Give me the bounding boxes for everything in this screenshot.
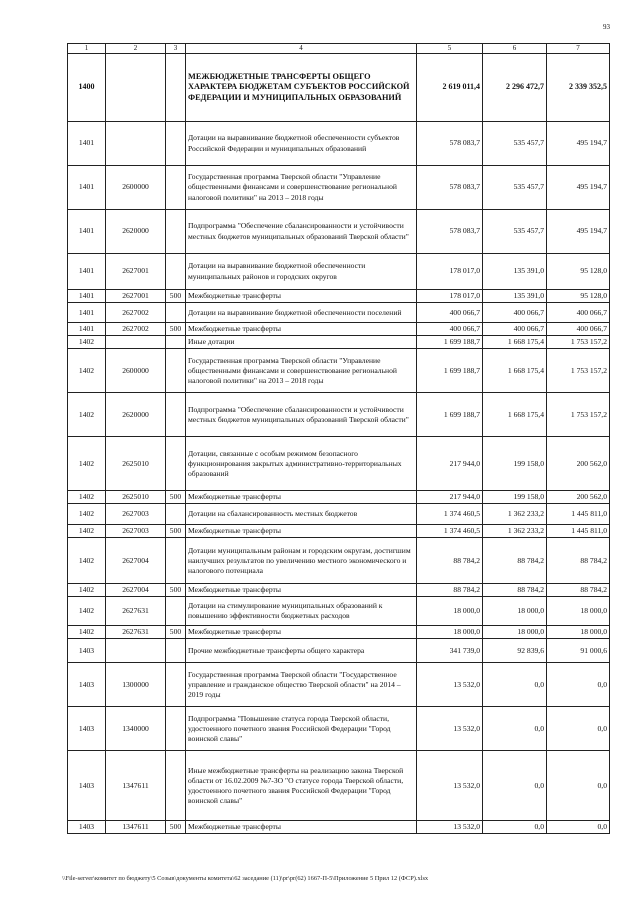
- table-cell-amount: 135 391,0: [483, 290, 547, 303]
- table-cell-amount: 495 194,7: [547, 166, 610, 210]
- table-cell-name: Подпрограмма "Обеспечение сбалансированности и устойчивости местных бюджетов муниципальных образований Тверской области": [186, 393, 417, 437]
- table-cell-amount: 92 839,6: [483, 639, 547, 663]
- table-cell-amount: 1 668 175,4: [483, 393, 547, 437]
- table-cell-section: 1401: [68, 210, 106, 254]
- table-cell-name: Прочие межбюджетные трансферты общего характера: [186, 639, 417, 663]
- table-cell-target-code: 2625010: [106, 491, 166, 504]
- table-cell-amount: 13 532,0: [417, 751, 483, 821]
- table-row: [68, 525, 610, 538]
- table-cell-section: 1403: [68, 707, 106, 751]
- table-cell-name: Подпрограмма "Повышение статуса города Тверской области, удостоенного почетного звания Российской Федерации "Город воинской славы": [186, 707, 417, 751]
- table-cell-expense-type: [166, 437, 186, 491]
- table-cell-name: Дотации на выравнивание бюджетной обеспеченности муниципальных районов и городских округов: [186, 254, 417, 290]
- table-cell-amount: 88 784,2: [417, 584, 483, 597]
- table-cell-name: Межбюджетные трансферты: [186, 626, 417, 639]
- table-cell-amount: 88 784,2: [483, 538, 547, 584]
- table-cell-expense-type: [166, 166, 186, 210]
- table-cell-amount: 199 158,0: [483, 491, 547, 504]
- table-cell-name: Иные дотации: [186, 336, 417, 349]
- budget-table: [67, 43, 610, 834]
- table-cell-name: Межбюджетные трансферты: [186, 323, 417, 336]
- table-cell-amount: 13 532,0: [417, 707, 483, 751]
- table-cell-expense-type: [166, 122, 186, 166]
- table-cell-name: МЕЖБЮДЖЕТНЫЕ ТРАНСФЕРТЫ ОБЩЕГО ХАРАКТЕРА БЮДЖЕТАМ СУБЪЕКТОВ РОССИЙСКОЙ ФЕДЕРАЦИИ И МУНИЦИПАЛЬНЫХ ОБРАЗОВАНИЙ: [186, 54, 417, 122]
- table-row: [68, 491, 610, 504]
- table-cell-amount: 400 066,7: [483, 303, 547, 323]
- table-cell-section: 1403: [68, 821, 106, 834]
- table-cell-target-code: 2627001: [106, 290, 166, 303]
- table-row: [68, 323, 610, 336]
- table-row: [68, 303, 610, 323]
- table-cell-amount: 1 699 188,7: [417, 349, 483, 393]
- table-cell-name: Государственная программа Тверской области "Управление общественными финансами и совершенствование региональной налоговой политики" на 2013 – 2018 годы: [186, 349, 417, 393]
- table-cell-section: 1401: [68, 290, 106, 303]
- table-cell-amount: 0,0: [483, 663, 547, 707]
- table-cell-expense-type: [166, 597, 186, 626]
- table-cell-section: 1401: [68, 122, 106, 166]
- table-cell-amount: 495 194,7: [547, 210, 610, 254]
- table-cell-name: Дотации, связанные с особым режимом безопасного функционирования закрытых административно-территориальных образований: [186, 437, 417, 491]
- table-cell-amount: 88 784,2: [417, 538, 483, 584]
- table-cell-name: Межбюджетные трансферты: [186, 491, 417, 504]
- table-cell-amount: 400 066,7: [417, 323, 483, 336]
- table-cell-amount: 95 128,0: [547, 290, 610, 303]
- table-cell-amount: 18 000,0: [483, 597, 547, 626]
- table-cell-amount: 1 699 188,7: [417, 393, 483, 437]
- table-cell-section: 1402: [68, 597, 106, 626]
- table-cell-section: 1403: [68, 663, 106, 707]
- table-row: [68, 54, 610, 122]
- table-cell-name: Дотации на стимулирование муниципальных образований к повышению эффективности бюджетных расходов: [186, 597, 417, 626]
- table-row: [68, 707, 610, 751]
- table-cell-amount: 95 128,0: [547, 254, 610, 290]
- table-cell-section: 1401: [68, 323, 106, 336]
- table-cell-name: Межбюджетные трансферты: [186, 525, 417, 538]
- table-cell-amount: 0,0: [547, 821, 610, 834]
- table-cell-target-code: 2627001: [106, 254, 166, 290]
- table-cell-amount: 578 083,7: [417, 122, 483, 166]
- table-cell-expense-type: [166, 254, 186, 290]
- table-cell-expense-type: 500: [166, 323, 186, 336]
- table-cell-target-code: 1347611: [106, 751, 166, 821]
- table-cell-section: 1402: [68, 538, 106, 584]
- table-row: [68, 437, 610, 491]
- table-cell-target-code: 2627002: [106, 323, 166, 336]
- table-cell-amount: 400 066,7: [547, 303, 610, 323]
- table-cell-target-code: 2625010: [106, 437, 166, 491]
- table-cell-section: 1402: [68, 491, 106, 504]
- table-row: [68, 349, 610, 393]
- table-cell-amount: 88 784,2: [547, 584, 610, 597]
- table-cell-amount: 18 000,0: [417, 626, 483, 639]
- table-cell-target-code: [106, 639, 166, 663]
- table-cell-amount: 1 374 460,5: [417, 525, 483, 538]
- table-cell-target-code: 2627003: [106, 504, 166, 525]
- table-cell-amount: 400 066,7: [483, 323, 547, 336]
- table-row: [68, 597, 610, 626]
- table-cell-expense-type: [166, 336, 186, 349]
- table-row: [68, 290, 610, 303]
- table-cell-expense-type: 500: [166, 584, 186, 597]
- table-cell-amount: 91 000,6: [547, 639, 610, 663]
- table-cell-target-code: 1340000: [106, 707, 166, 751]
- table-cell-amount: 0,0: [483, 751, 547, 821]
- table-cell-amount: 200 562,0: [547, 437, 610, 491]
- table-cell-expense-type: 500: [166, 290, 186, 303]
- table-row: [68, 639, 610, 663]
- column-header: 3: [166, 44, 186, 54]
- table-cell-amount: 1 374 460,5: [417, 504, 483, 525]
- table-cell-amount: 18 000,0: [547, 626, 610, 639]
- table-cell-name: Дотации на выравнивание бюджетной обеспеченности поселений: [186, 303, 417, 323]
- table-row: [68, 393, 610, 437]
- table-cell-amount: 200 562,0: [547, 491, 610, 504]
- table-row: [68, 821, 610, 834]
- table-cell-target-code: 1300000: [106, 663, 166, 707]
- table-cell-amount: 1 668 175,4: [483, 336, 547, 349]
- table-cell-expense-type: 500: [166, 821, 186, 834]
- table-cell-amount: 1 753 157,2: [547, 349, 610, 393]
- table-cell-amount: 199 158,0: [483, 437, 547, 491]
- table-cell-expense-type: [166, 54, 186, 122]
- table-cell-amount: 400 066,7: [547, 323, 610, 336]
- table-cell-amount: 1 753 157,2: [547, 336, 610, 349]
- table-row: [68, 584, 610, 597]
- table-row: [68, 122, 610, 166]
- table-cell-amount: 1 362 233,2: [483, 525, 547, 538]
- table-cell-expense-type: 500: [166, 525, 186, 538]
- table-cell-section: 1402: [68, 584, 106, 597]
- table-cell-expense-type: [166, 751, 186, 821]
- table-row: [68, 663, 610, 707]
- table-cell-expense-type: [166, 538, 186, 584]
- column-header: 6: [483, 44, 547, 54]
- table-cell-amount: 535 457,7: [483, 122, 547, 166]
- table-cell-amount: 400 066,7: [417, 303, 483, 323]
- table-row: [68, 336, 610, 349]
- table-cell-target-code: 2627004: [106, 584, 166, 597]
- table-cell-amount: 578 083,7: [417, 166, 483, 210]
- table-cell-amount: 2 619 011,4: [417, 54, 483, 122]
- table-cell-expense-type: [166, 210, 186, 254]
- table-cell-expense-type: 500: [166, 491, 186, 504]
- table-cell-amount: 1 445 811,0: [547, 504, 610, 525]
- table-cell-expense-type: [166, 393, 186, 437]
- table-cell-name: Межбюджетные трансферты: [186, 821, 417, 834]
- table-cell-target-code: 2620000: [106, 393, 166, 437]
- table-cell-amount: 88 784,2: [547, 538, 610, 584]
- table-cell-target-code: 2627631: [106, 597, 166, 626]
- table-cell-name: Подпрограмма "Обеспечение сбалансированности и устойчивости местных бюджетов муниципальных образований Тверской области": [186, 210, 417, 254]
- table-cell-amount: 535 457,7: [483, 166, 547, 210]
- table-header-row: [68, 44, 610, 54]
- table-cell-target-code: [106, 54, 166, 122]
- table-cell-amount: 178 017,0: [417, 290, 483, 303]
- table-cell-section: 1402: [68, 437, 106, 491]
- table-cell-name: Межбюджетные трансферты: [186, 290, 417, 303]
- table-cell-expense-type: [166, 707, 186, 751]
- table-row: [68, 626, 610, 639]
- table-cell-amount: 18 000,0: [547, 597, 610, 626]
- table-row: [68, 210, 610, 254]
- table-cell-target-code: [106, 122, 166, 166]
- table-cell-section: 1402: [68, 349, 106, 393]
- table-cell-target-code: 2600000: [106, 349, 166, 393]
- table-cell-amount: 0,0: [547, 707, 610, 751]
- table-cell-amount: 1 445 811,0: [547, 525, 610, 538]
- table-cell-amount: 2 339 352,5: [547, 54, 610, 122]
- table-cell-target-code: 2627631: [106, 626, 166, 639]
- table-row: [68, 504, 610, 525]
- table-cell-amount: 341 739,0: [417, 639, 483, 663]
- table-cell-target-code: 2600000: [106, 166, 166, 210]
- table-cell-target-code: 1347611: [106, 821, 166, 834]
- table-cell-expense-type: [166, 663, 186, 707]
- column-header: 2: [106, 44, 166, 54]
- table-cell-target-code: 2627003: [106, 525, 166, 538]
- table-cell-amount: 178 017,0: [417, 254, 483, 290]
- footer-file-path: \\File-server\комитет по бюджету\5 Созыв\документы комитета\62 заседание (11)\pr\pr(62) 1667-П-5\Приложение 5 Прил 12 (ФСР).xlsx: [62, 875, 429, 882]
- table-cell-name: Государственная программа Тверской области "Управление общественными финансами и совершенствование региональной налоговой политики" на 2013 – 2018 годы: [186, 166, 417, 210]
- page-number: 93: [603, 23, 610, 31]
- table-cell-section: 1401: [68, 166, 106, 210]
- table-cell-section: 1401: [68, 303, 106, 323]
- table-cell-amount: 217 944,0: [417, 491, 483, 504]
- table-cell-section: 1402: [68, 336, 106, 349]
- table-row: [68, 538, 610, 584]
- table-cell-section: 1403: [68, 751, 106, 821]
- table-cell-target-code: 2627004: [106, 538, 166, 584]
- column-header: 1: [68, 44, 106, 54]
- table-cell-section: 1403: [68, 639, 106, 663]
- table-cell-amount: 535 457,7: [483, 210, 547, 254]
- table-cell-expense-type: [166, 639, 186, 663]
- table-cell-amount: 0,0: [547, 751, 610, 821]
- table-cell-target-code: [106, 336, 166, 349]
- table-cell-amount: 88 784,2: [483, 584, 547, 597]
- table-cell-section: 1400: [68, 54, 106, 122]
- column-header: 5: [417, 44, 483, 54]
- table-cell-amount: 2 296 472,7: [483, 54, 547, 122]
- table-cell-amount: 1 668 175,4: [483, 349, 547, 393]
- table-cell-amount: 217 944,0: [417, 437, 483, 491]
- table-cell-section: 1402: [68, 525, 106, 538]
- table-cell-amount: 578 083,7: [417, 210, 483, 254]
- table-cell-amount: 1 753 157,2: [547, 393, 610, 437]
- table-row: [68, 751, 610, 821]
- table-cell-expense-type: [166, 303, 186, 323]
- table-cell-expense-type: [166, 349, 186, 393]
- table-cell-amount: 18 000,0: [417, 597, 483, 626]
- table-row: [68, 254, 610, 290]
- table-cell-amount: 1 699 188,7: [417, 336, 483, 349]
- table-cell-amount: 18 000,0: [483, 626, 547, 639]
- table-cell-amount: 0,0: [483, 821, 547, 834]
- table-cell-name: Дотации на выравнивание бюджетной обеспеченности субъектов Российской Федерации и муниципальных образований: [186, 122, 417, 166]
- table-cell-amount: 135 391,0: [483, 254, 547, 290]
- table-cell-section: 1401: [68, 254, 106, 290]
- table-cell-name: Межбюджетные трансферты: [186, 584, 417, 597]
- table-cell-amount: 0,0: [483, 707, 547, 751]
- table-cell-name: Дотации на сбалансированность местных бюджетов: [186, 504, 417, 525]
- table-cell-section: 1402: [68, 393, 106, 437]
- table-cell-expense-type: 500: [166, 626, 186, 639]
- table-cell-section: 1402: [68, 626, 106, 639]
- table-cell-target-code: 2627002: [106, 303, 166, 323]
- table-cell-expense-type: [166, 504, 186, 525]
- table-cell-name: Иные межбюджетные трансферты на реализацию закона Тверской области от 16.02.2009 №7-ЗО "О статусе города Тверской области, удостоенного почетного звания Российской Федерации "Город воинской славы": [186, 751, 417, 821]
- table-cell-amount: 0,0: [547, 663, 610, 707]
- table-cell-amount: 13 532,0: [417, 663, 483, 707]
- table-cell-section: 1402: [68, 504, 106, 525]
- table-row: [68, 166, 610, 210]
- table-cell-name: Государственная программа Тверской области "Государственное управление и гражданское общество Тверской области" на 2014 – 2019 годы: [186, 663, 417, 707]
- column-header: 4: [186, 44, 417, 54]
- table-cell-amount: 495 194,7: [547, 122, 610, 166]
- table-cell-amount: 1 362 233,2: [483, 504, 547, 525]
- column-header: 7: [547, 44, 610, 54]
- table-cell-target-code: 2620000: [106, 210, 166, 254]
- table-cell-name: Дотации муниципальным районам и городским округам, достигшим наилучших результатов по увеличению местного экономического и налогового потенциала: [186, 538, 417, 584]
- table-cell-amount: 13 532,0: [417, 821, 483, 834]
